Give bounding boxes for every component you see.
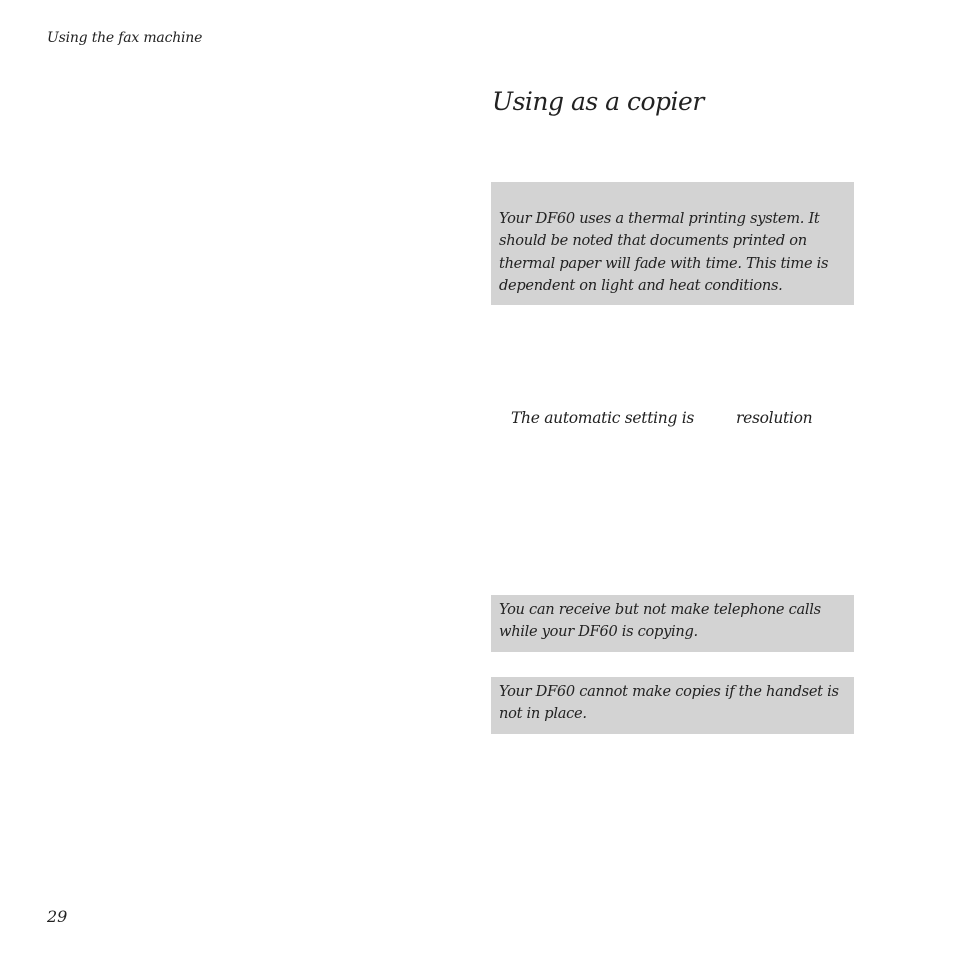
- auto-setting-text: The automatic setting is: [511, 409, 695, 427]
- note-calls-text: You can receive but not make telephone calls while your DF60 is copying.: [499, 601, 821, 641]
- running-header: Using the fax machine: [47, 30, 203, 46]
- note-handset-text: Your DF60 cannot make copies if the handset is not in place.: [499, 683, 839, 723]
- page-number: 29: [47, 907, 68, 926]
- note-thermal-printing: [491, 182, 854, 305]
- auto-setting-resolution-text: resolution: [736, 409, 813, 427]
- note-thermal-text: Your DF60 uses a thermal printing system. It should be noted that documents printed on thermal paper will fade with time. This time is dependent on light and heat conditions.: [499, 210, 829, 295]
- note-handset: [491, 677, 854, 734]
- section-title: Using as a copier: [492, 87, 704, 116]
- note-telephone-calls: [491, 595, 854, 652]
